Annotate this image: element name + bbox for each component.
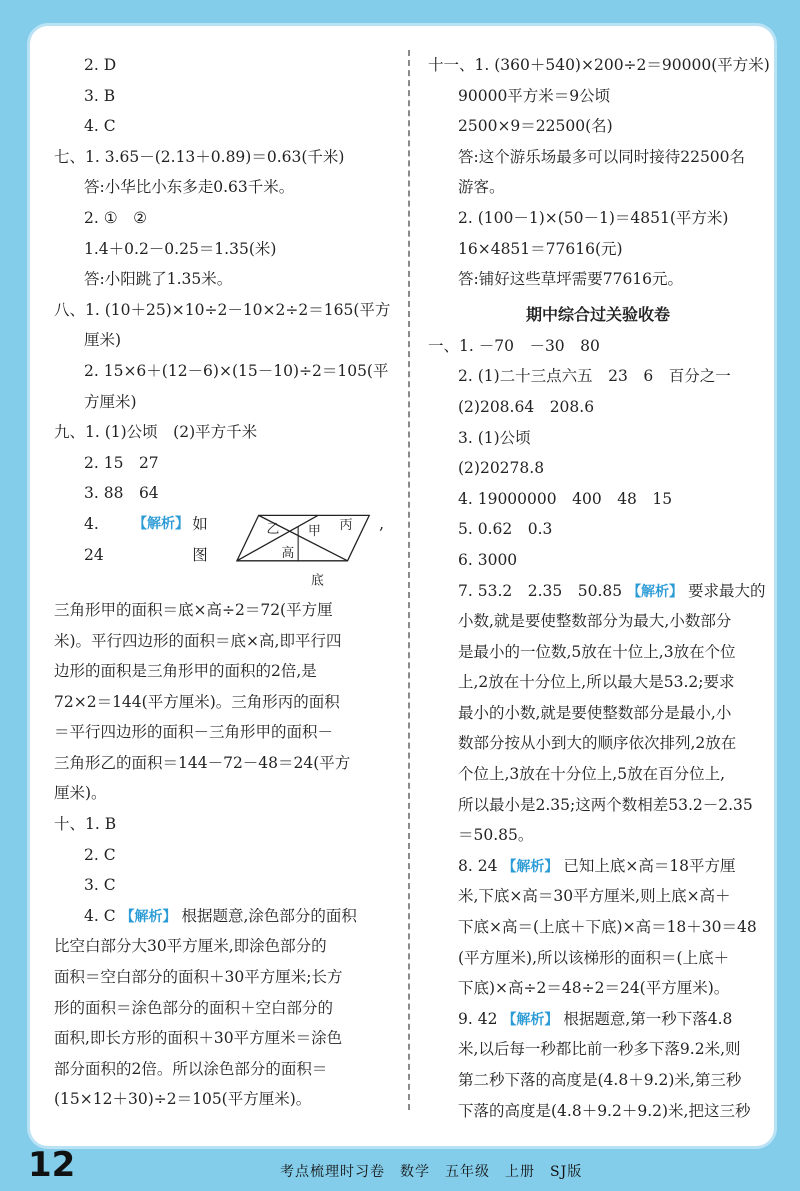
answer-line: 下底)×高÷2＝48÷2＝24(平方厘米)。 — [458, 979, 730, 998]
answer-text: 已知上底×高＝18平方厘 — [563, 856, 736, 875]
page-footer — [0, 1141, 800, 1191]
answer-line: 游客。 — [458, 178, 505, 197]
answer-line: 4. C — [84, 117, 116, 136]
answer-line: 16×4851＝77616(元) — [458, 239, 623, 258]
answer-line: (15×12＋30)÷2＝105(平方厘米)。 — [54, 1090, 312, 1109]
answer-with-figure — [54, 509, 384, 595]
answer-line: 下底×高＝(上底＋下底)×高＝18＋30＝48 — [458, 918, 757, 937]
analysis-tag: 【解析】 — [502, 1011, 559, 1028]
answer-line: 2. C — [84, 845, 116, 864]
answer-line: 4. 19000000 400 48 15 — [458, 489, 673, 508]
answer-line: 最小的小数,就是要使整数部分是最小,小 — [458, 703, 732, 722]
answer-line: ＝平行四边形的面积－三角形甲的面积－ — [54, 723, 334, 742]
answer-line: 个位上,3放在十分位上,5放在百分位上, — [458, 765, 726, 784]
answer-line: 2. ① ② — [84, 208, 148, 227]
answer-line: 6. 3000 — [458, 550, 518, 569]
answer-line: 上,2放在十分位上,所以最大是53.2;要求 — [458, 673, 735, 692]
answer-number: 8. 24 — [458, 856, 498, 875]
answer-line: 米)。平行四边形的面积＝底×高,即平行四 — [54, 631, 342, 650]
answer-line: 小数,就是要使整数部分为最大,小数部分 — [458, 612, 732, 631]
answer-line: 部分面积的2倍。所以涂色部分的面积＝ — [54, 1059, 328, 1078]
answer-line — [54, 901, 384, 932]
answer-line: 答:铺好这些草坪需要77616元。 — [458, 270, 684, 289]
answer-line: 厘米) — [84, 331, 122, 350]
comma-text: , — [379, 514, 385, 533]
answer-line: 厘米)。 — [54, 784, 107, 803]
answer-line: 3. C — [84, 876, 116, 895]
page-number: 12 — [28, 1145, 76, 1185]
answer-line: 比空白部分大30平方厘米,即涂色部分的 — [54, 937, 327, 956]
label-bing: 丙 — [339, 518, 353, 534]
label-di: 底 — [310, 573, 324, 589]
answer-line: 2. D — [84, 56, 117, 74]
footer-book-title: 考点梳理时习卷 数学 五年级 上册 SJ版 — [280, 1164, 583, 1180]
answer-number: 9. 42 — [458, 1009, 498, 1028]
answer-line: 米,下底×高＝30平方厘米,则上底×高＋ — [458, 887, 731, 906]
answer-text: 要求最大的 — [688, 581, 766, 600]
answer-line: 2. 15×6＋(12－6)×(15－10)÷2＝105(平 — [84, 361, 389, 380]
answer-line: ＝50.85。 — [458, 826, 534, 845]
left-column — [54, 50, 391, 1115]
answer-line: 米,以后每一秒都比前一秒多下落9.2米,则 — [458, 1040, 741, 1059]
answer-line: 答:这个游乐场最多可以同时接待22500名 — [458, 147, 746, 166]
answer-line: 1.4＋0.2－0.25＝1.35(米) — [84, 239, 277, 258]
answer-text: 根据题意,涂色部分的面积 — [181, 906, 357, 925]
answer-line: 三角形甲的面积＝底×高÷2＝72(平方厘 — [54, 600, 333, 619]
answer-line: 2. 15 27 — [84, 453, 159, 472]
answer-line: (平方厘米),所以该梯形的面积＝(上底＋ — [458, 948, 730, 967]
answer-text: 如图 — [192, 514, 208, 564]
answer-line: 形的面积＝涂色部分的面积＋空白部分的 — [54, 998, 334, 1017]
analysis-tag: 【解析】 — [502, 858, 559, 875]
label-jia: 甲 — [307, 524, 321, 540]
answer-line: 九、1. (1)公顷 (2)平方千米 — [54, 423, 258, 442]
answer-line: 答:小华比小东多走0.63千米。 — [84, 178, 295, 197]
section-title: 期中综合过关验收卷 — [525, 304, 670, 324]
answer-line: (2)20278.8 — [458, 459, 545, 478]
answer-line: 3. (1)公顷 — [458, 428, 531, 447]
answer-line: 十、1. B — [54, 815, 117, 834]
answer-line: 5. 0.62 0.3 — [458, 520, 553, 539]
answer-number: 7. 53.2 2.35 50.85 — [458, 581, 623, 600]
answer-line: 90000平方米＝9公顷 — [458, 86, 611, 105]
answer-line — [428, 851, 768, 882]
analysis-tag: 【解析】 — [627, 583, 684, 600]
parallelogram-figure — [229, 501, 377, 591]
answer-line: 2500×9＝22500(名) — [458, 117, 613, 136]
answer-line: 十一、1. (360＋540)×200÷2＝90000(平方米) — [428, 56, 770, 74]
answer-line: 八、1. (10＋25)×10÷2－10×2÷2＝165(平方 — [54, 300, 391, 319]
answer-line: 三角形乙的面积＝144－72－48＝24(平方 — [54, 753, 351, 772]
answer-number: 4. 24 — [84, 514, 104, 564]
answer-line: 3. 88 64 — [84, 484, 159, 503]
answer-line: 答:小阳跳了1.35米。 — [84, 270, 233, 289]
answer-line: 面积＝空白部分的面积＋30平方厘米;长方 — [54, 968, 343, 987]
answer-line: 一、1. －70 －30 80 — [428, 336, 600, 355]
answer-number: 4. C — [84, 906, 116, 925]
answer-line: 是最小的一位数,5放在十位上,3放在个位 — [458, 642, 736, 661]
answer-line: 第二秒下落的高度是(4.8＋9.2)米,第三秒 — [458, 1071, 742, 1089]
answer-text: 根据题意,第一秒下落4.8 — [563, 1009, 733, 1028]
answer-line: 七、1. 3.65－(2.13＋0.89)＝0.63(千米) — [54, 147, 345, 166]
answer-line: 3. B — [84, 86, 116, 105]
answer-line: 2. (100－1)×(50－1)＝4851(平方米) — [458, 208, 729, 227]
analysis-tag: 【解析】 — [132, 515, 189, 532]
analysis-tag: 【解析】 — [120, 908, 177, 925]
label-yi: 乙 — [266, 522, 280, 538]
label-gao: 高 — [281, 545, 295, 561]
answer-line — [428, 576, 768, 607]
column-divider — [408, 50, 410, 1110]
answer-line — [428, 1004, 768, 1035]
answer-line: 72×2＝144(平方厘米)。三角形丙的面积 — [54, 692, 340, 711]
answer-line: 方厘米) — [84, 392, 137, 411]
answer-line: 面积,即长方形的面积＋30平方厘米＝涂色 — [54, 1029, 343, 1048]
answer-line: 2. (1)二十三点六五 23 6 百分之一 — [458, 367, 731, 386]
answer-line: (2)208.64 208.6 — [458, 397, 595, 416]
answer-line: 边形的面积是三角形甲的面积的2倍,是 — [54, 662, 317, 681]
answer-line: 下落的高度是(4.8＋9.2＋9.2)米,把这三秒 — [458, 1101, 751, 1120]
answer-line: 数部分按从小到大的顺序依次排列,2放在 — [458, 734, 737, 753]
answer-line: 所以最小是2.35;这两个数相差53.2－2.35 — [458, 795, 753, 814]
right-column — [428, 50, 768, 1126]
